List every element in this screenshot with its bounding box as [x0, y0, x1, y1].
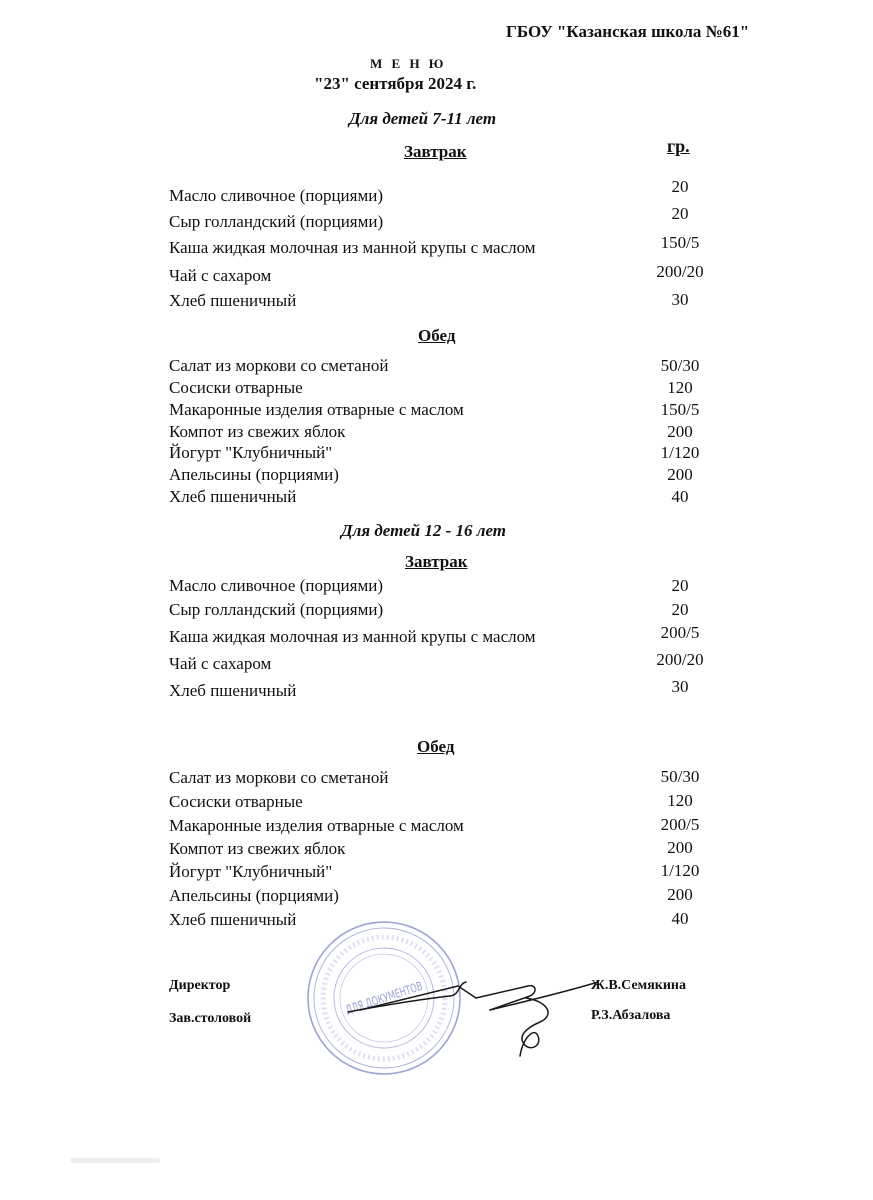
menu-item-name: Каша жидкая молочная из манной крупы с маслом	[169, 238, 536, 257]
scan-smudge	[70, 1158, 160, 1163]
menu-item-amount: 120	[667, 378, 693, 397]
menu-item-amount: 30	[671, 290, 689, 309]
menu-item-name: Хлеб пшеничный	[169, 681, 297, 700]
menu-title: М Е Н Ю	[370, 56, 447, 71]
menu-item-name: Каша жидкая молочная из манной крупы с маслом	[169, 627, 536, 646]
menu-item-amount: 1/120	[660, 443, 700, 462]
menu-item-name: Салат из моркови со сметаной	[169, 768, 389, 787]
menu-item-amount: 40	[671, 909, 689, 928]
menu-item-name: Сосиски отварные	[169, 792, 303, 811]
group-title-7-11: Для детей 7-11 лет	[349, 109, 497, 128]
menu-item-name: Йогурт "Клубничный"	[169, 862, 333, 881]
menu-item-name: Чай с сахаром	[169, 654, 272, 673]
canteen-head-name: Р.З.Абзалова	[591, 1008, 671, 1023]
menu-item-amount: 1/120	[660, 861, 700, 880]
handwritten-signature	[340, 967, 600, 1060]
menu-item-name: Масло сливочное (порциями)	[169, 576, 383, 595]
menu-item-name: Макаронные изделия отварные с маслом	[169, 816, 464, 835]
menu-item-amount: 150/5	[660, 400, 700, 419]
director-role: Директор	[169, 978, 231, 993]
menu-item-name: Хлеб пшеничный	[169, 291, 297, 310]
menu-item-amount: 200/20	[656, 650, 704, 669]
breakfast-title-12-16: Завтрак	[405, 552, 468, 571]
menu-item-name: Сыр голландский (порциями)	[169, 600, 384, 619]
units-label: гр.	[667, 136, 690, 156]
menu-item-amount: 200/5	[660, 623, 700, 642]
menu-item-amount: 40	[671, 487, 689, 506]
menu-item-name: Компот из свежих яблок	[169, 839, 346, 858]
menu-item-amount: 120	[667, 791, 693, 810]
menu-item-amount: 200/5	[660, 815, 700, 834]
menu-item-name: Сосиски отварные	[169, 378, 303, 397]
lunch-title-12-16: Обед	[417, 737, 455, 756]
menu-item-name: Салат из моркови со сметаной	[169, 356, 389, 375]
menu-item-name: Сыр голландский (порциями)	[169, 212, 384, 231]
menu-item-name: Масло сливочное (порциями)	[169, 186, 383, 205]
lunch-title-7-11: Обед	[418, 326, 456, 345]
menu-item-name: Компот из свежих яблок	[169, 422, 346, 441]
menu-item-amount: 50/30	[660, 356, 700, 375]
menu-item-amount: 200	[667, 465, 693, 484]
menu-item-amount: 30	[671, 677, 689, 696]
menu-item-name: Апельсины (порциями)	[169, 886, 339, 905]
menu-item-amount: 20	[671, 177, 689, 196]
menu-item-name: Апельсины (порциями)	[169, 465, 339, 484]
menu-date: "23" сентября 2024 г.	[314, 74, 477, 93]
menu-item-name: Хлеб пшеничный	[169, 487, 297, 506]
menu-item-name: Хлеб пшеничный	[169, 910, 297, 929]
menu-item-amount: 200	[667, 838, 693, 857]
menu-item-name: Чай с сахаром	[169, 266, 272, 285]
menu-item-amount: 200	[667, 885, 693, 904]
breakfast-title-7-11: Завтрак	[404, 142, 467, 161]
menu-item-amount: 20	[671, 600, 689, 619]
canteen-head-role: Зав.столовой	[169, 1011, 252, 1026]
organization-name: ГБОУ "Казанская школа №61"	[506, 22, 750, 41]
menu-item-amount: 20	[671, 204, 689, 223]
menu-item-amount: 150/5	[660, 233, 700, 252]
menu-item-amount: 200	[667, 422, 693, 441]
stamp-text: ДЛЯ ДОКУМЕНТОВ	[343, 967, 460, 1018]
director-name: Ж.В.Семякина	[591, 978, 686, 993]
menu-item-amount: 200/20	[656, 262, 704, 281]
group-title-12-16: Для детей 12 - 16 лет	[341, 521, 507, 540]
menu-item-name: Макаронные изделия отварные с маслом	[169, 400, 464, 419]
menu-item-amount: 20	[671, 576, 689, 595]
menu-item-name: Йогурт "Клубничный"	[169, 443, 333, 462]
menu-item-amount: 50/30	[660, 767, 700, 786]
